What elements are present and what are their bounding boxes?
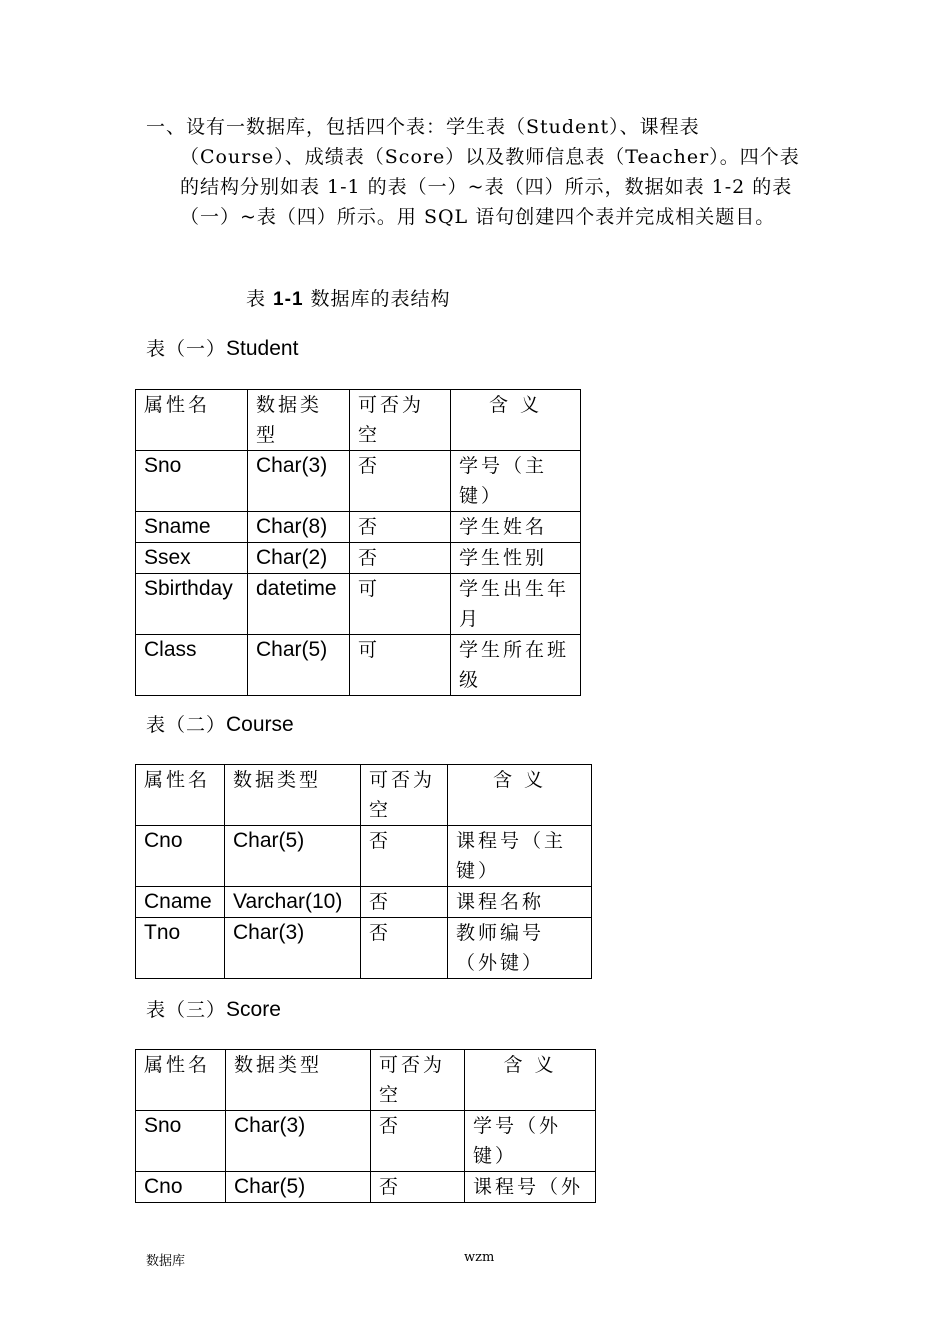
cell-meaning: 课程号（主键） <box>448 826 592 887</box>
header-cell: 可否为空 <box>371 1050 465 1111</box>
table-title-en: Course <box>226 713 294 736</box>
cell-attribute: Cname <box>136 887 225 918</box>
cell-type: Char(3) <box>225 918 361 979</box>
cell-meaning: 学号（外键） <box>465 1111 596 1172</box>
cell-type: Char(3) <box>226 1111 371 1172</box>
cell-nullable: 否 <box>350 543 451 574</box>
table-score <box>135 1049 596 1203</box>
header-cell: 含 义 <box>448 765 592 826</box>
cell-attribute: Sno <box>136 451 248 512</box>
cell-attribute: Ssex <box>136 543 248 574</box>
cell-attribute: Cno <box>136 826 225 887</box>
table-title-zh: 表（三） <box>146 999 227 1021</box>
table-row <box>136 451 581 512</box>
table-title-en: Student <box>226 337 299 360</box>
cell-type: Char(5) <box>226 1172 371 1203</box>
footer-center: wzm <box>464 1250 495 1265</box>
header-cell: 数据类型 <box>248 390 350 451</box>
table-student <box>135 389 581 696</box>
cell-nullable: 否 <box>371 1111 465 1172</box>
footer-left: 数据库 <box>146 1254 186 1269</box>
cell-nullable: 否 <box>361 887 448 918</box>
caption-prefix: 表 <box>246 288 274 310</box>
header-cell: 属性名 <box>136 765 225 826</box>
cell-meaning: 教师编号（外键） <box>448 918 592 979</box>
cell-meaning: 学生所在班级 <box>451 635 581 696</box>
intro-line-1: 一、设有一数据库，包括四个表：学生表（Student）、课程表 <box>146 116 700 138</box>
cell-type: Char(2) <box>248 543 350 574</box>
cell-attribute: Cno <box>136 1172 226 1203</box>
intro-continuation: （Course）、成绩表（Score）以及教师信息表（Teacher）。四个表的结构分别如表 1-1 的表（一）~表（四）所示，数据如表 1-2 的表（一）~表（四）所示。用 SQL 语句创建四个表并完成相关题目。 <box>180 146 800 228</box>
table-title-course <box>146 710 294 737</box>
cell-meaning: 学号（主键） <box>451 451 581 512</box>
header-cell: 属性名 <box>136 1050 226 1111</box>
cell-meaning: 学生姓名 <box>451 512 581 543</box>
cell-meaning: 学生出生年月 <box>451 574 581 635</box>
header-cell: 含 义 <box>465 1050 596 1111</box>
table-row <box>136 512 581 543</box>
table-title-zh: 表（一） <box>146 338 227 360</box>
header-cell: 数据类型 <box>225 765 361 826</box>
header-cell: 数据类型 <box>226 1050 371 1111</box>
header-cell: 含 义 <box>451 390 581 451</box>
cell-attribute: Sno <box>136 1111 226 1172</box>
caption-number: 1-1 <box>273 289 304 310</box>
header-cell: 属性名 <box>136 390 248 451</box>
cell-nullable: 否 <box>371 1172 465 1203</box>
intro-paragraph <box>146 112 806 232</box>
cell-type: Char(8) <box>248 512 350 543</box>
cell-meaning: 课程号（外 <box>465 1172 596 1203</box>
table-row <box>136 826 592 887</box>
table-row <box>136 1111 596 1172</box>
caption-suffix: 数据库的表结构 <box>303 288 451 310</box>
table-title-zh: 表（二） <box>146 714 227 736</box>
cell-meaning: 学生性别 <box>451 543 581 574</box>
header-cell: 可否为空 <box>350 390 451 451</box>
cell-type: datetime <box>248 574 350 635</box>
table-header-row <box>136 765 592 826</box>
table-row <box>136 635 581 696</box>
cell-type: Char(5) <box>248 635 350 696</box>
table-header-row <box>136 1050 596 1111</box>
cell-nullable: 否 <box>361 826 448 887</box>
table-header-row <box>136 390 581 451</box>
cell-attribute: Class <box>136 635 248 696</box>
cell-attribute: Sbirthday <box>136 574 248 635</box>
table-title-score <box>146 995 281 1022</box>
cell-attribute: Tno <box>136 918 225 979</box>
cell-nullable: 否 <box>350 512 451 543</box>
cell-type: Char(5) <box>225 826 361 887</box>
cell-nullable: 否 <box>350 451 451 512</box>
cell-nullable: 否 <box>361 918 448 979</box>
table-title-student <box>146 334 298 361</box>
header-cell: 可否为空 <box>361 765 448 826</box>
cell-attribute: Sname <box>136 512 248 543</box>
table-course <box>135 764 592 979</box>
table-row <box>136 574 581 635</box>
table-row <box>136 1172 596 1203</box>
table-title-en: Score <box>226 998 281 1021</box>
table-row <box>136 887 592 918</box>
table-row <box>136 918 592 979</box>
table-caption <box>246 284 451 311</box>
cell-nullable: 可 <box>350 574 451 635</box>
cell-type: Char(3) <box>248 451 350 512</box>
table-row <box>136 543 581 574</box>
cell-nullable: 可 <box>350 635 451 696</box>
cell-type: Varchar(10) <box>225 887 361 918</box>
cell-meaning: 课程名称 <box>448 887 592 918</box>
